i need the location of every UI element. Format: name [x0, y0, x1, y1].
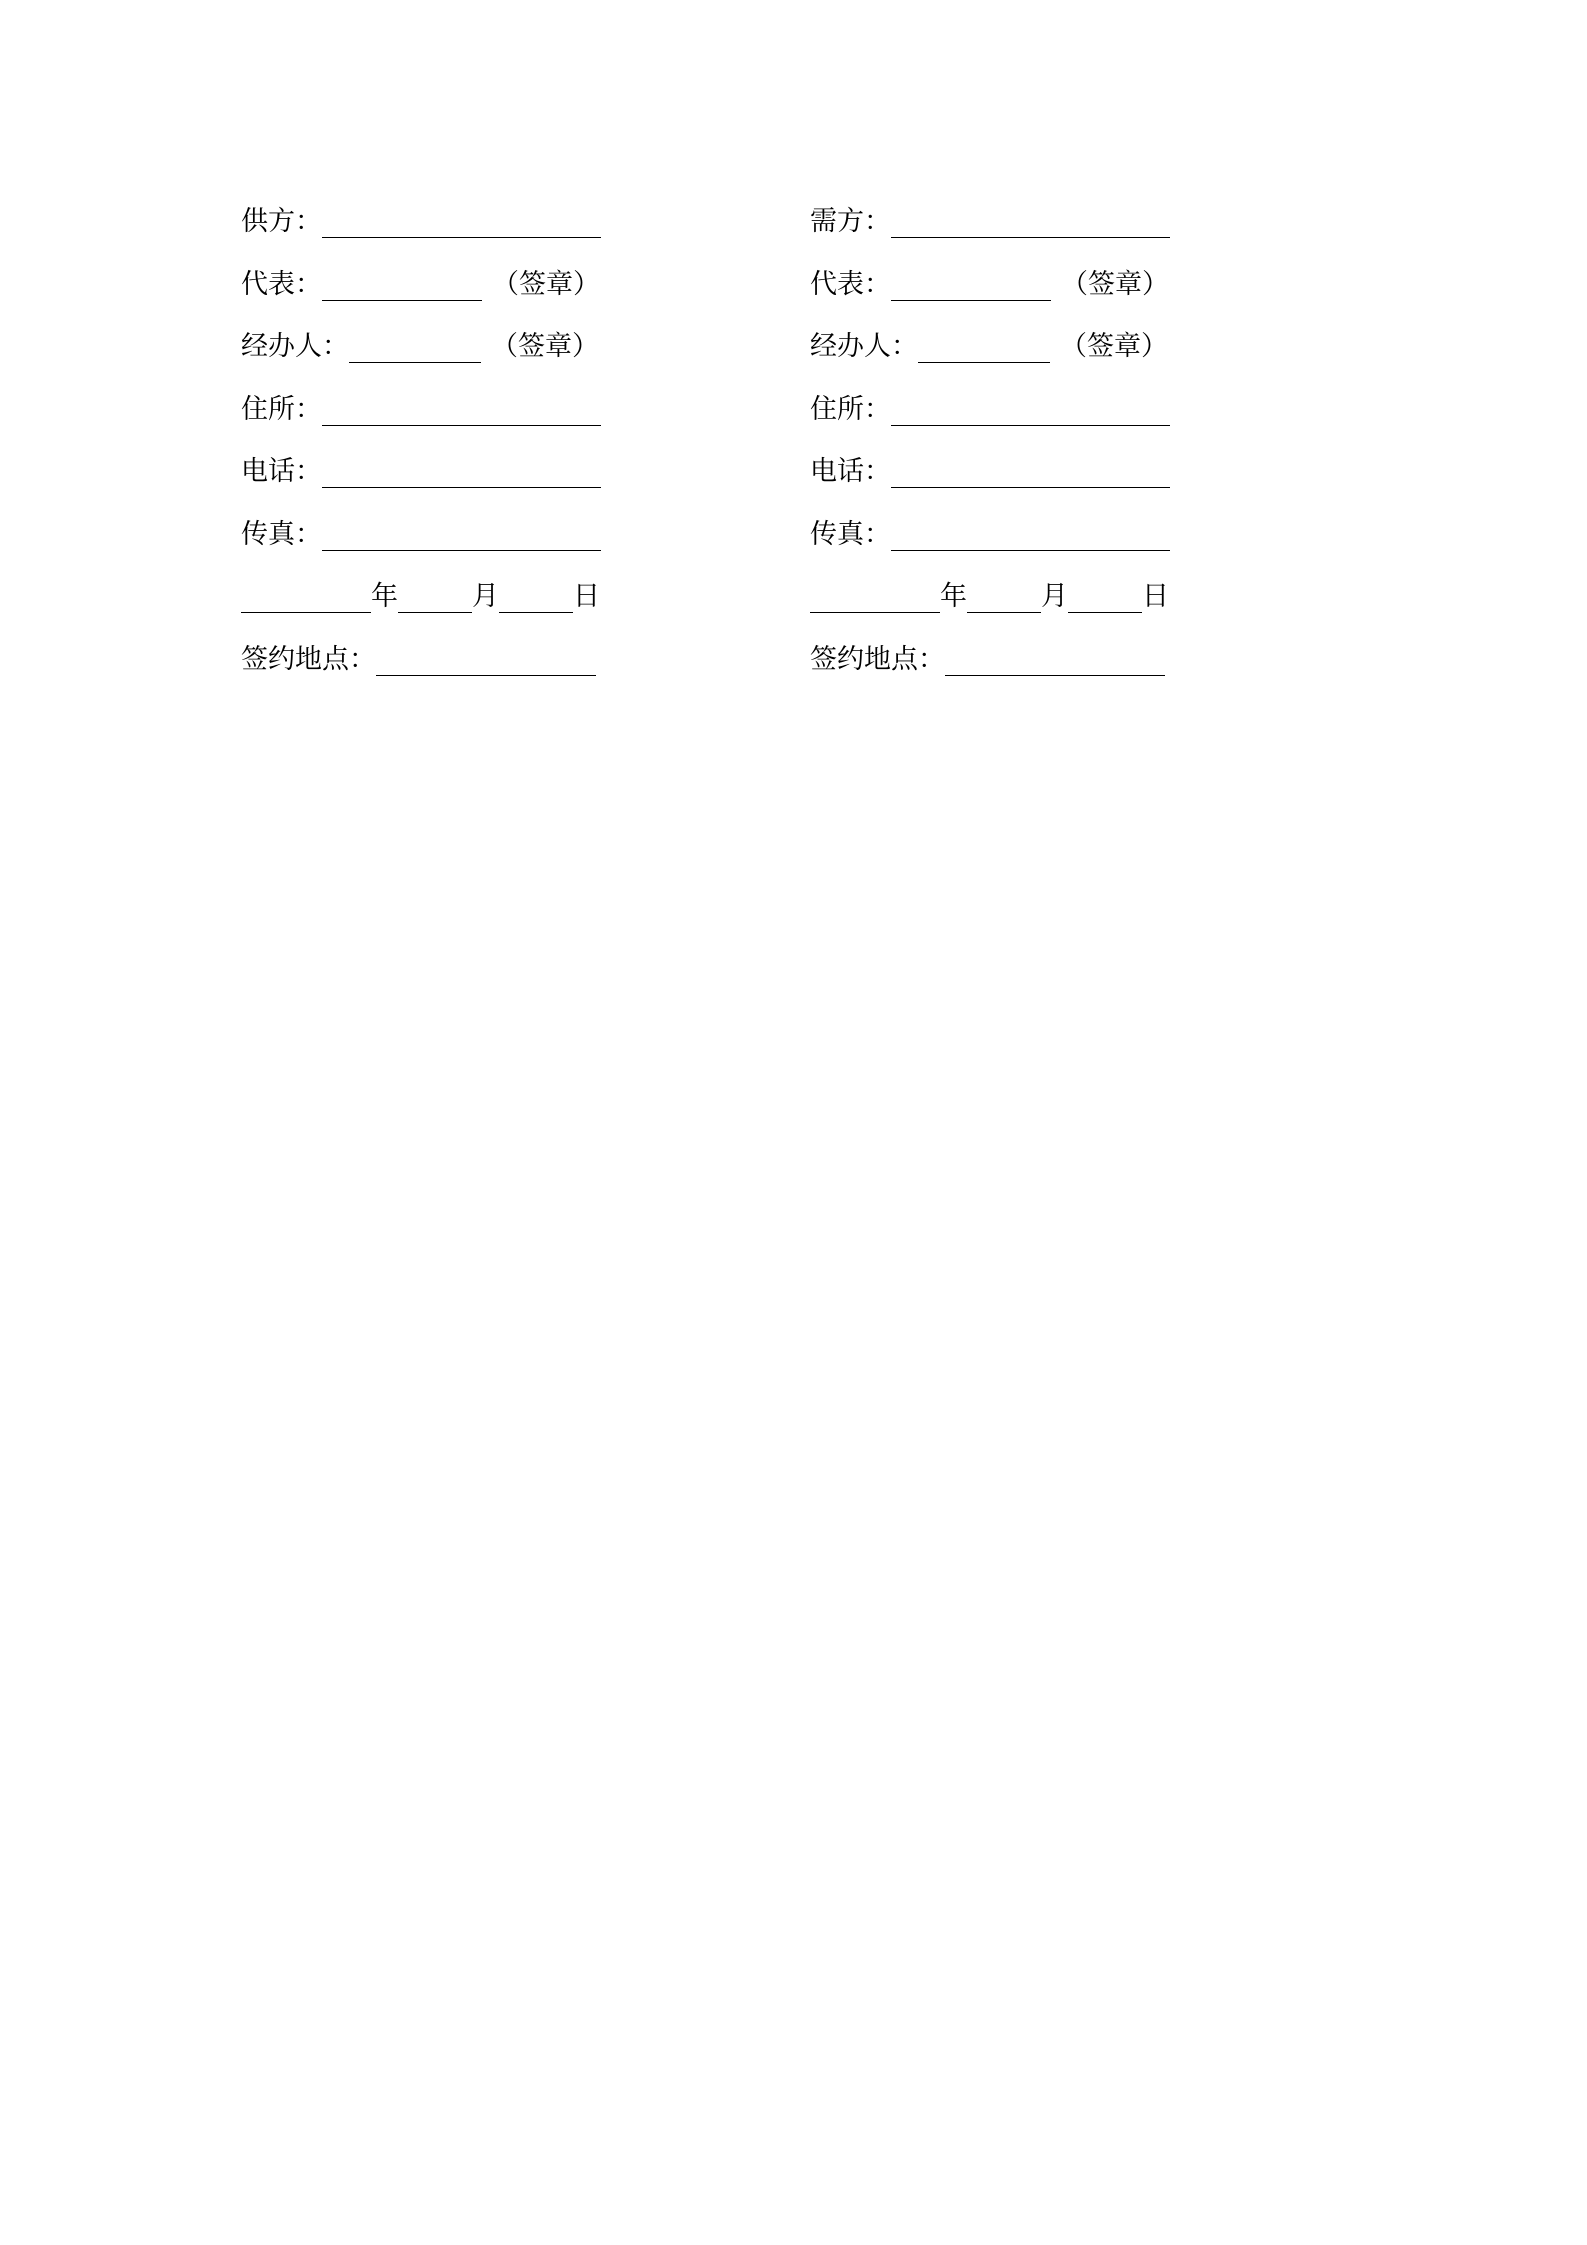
supplier-fax-label: 传真： [241, 518, 322, 550]
buyer-month-label: 月 [1041, 581, 1068, 612]
supplier-place-row [241, 636, 621, 699]
supplier-signature-block [241, 198, 621, 698]
supplier-rep-row [241, 261, 621, 324]
buyer-month-blank[interactable] [967, 574, 1041, 613]
supplier-address-label: 住所： [241, 393, 322, 425]
supplier-date-row [241, 573, 621, 636]
supplier-rep-label: 代表： [241, 268, 322, 300]
supplier-handler-blank[interactable] [349, 324, 481, 363]
buyer-day-blank[interactable] [1068, 574, 1142, 613]
supplier-place-blank[interactable] [376, 637, 596, 676]
supplier-day-label: 日 [573, 581, 600, 612]
supplier-fax-row [241, 511, 621, 574]
supplier-party-row [241, 198, 621, 261]
buyer-address-row [810, 386, 1190, 449]
buyer-party-label: 需方： [810, 206, 891, 237]
supplier-day-blank[interactable] [499, 574, 573, 613]
supplier-place-label: 签约地点： [241, 643, 376, 675]
supplier-rep-seal-label: （签章） [492, 268, 600, 300]
buyer-phone-row [810, 448, 1190, 511]
buyer-address-label: 住所： [810, 393, 891, 425]
buyer-fax-label: 传真： [810, 518, 891, 550]
buyer-phone-blank[interactable] [891, 449, 1170, 488]
buyer-handler-blank[interactable] [918, 324, 1050, 363]
supplier-phone-label: 电话： [241, 456, 322, 487]
buyer-day-label: 日 [1142, 581, 1169, 612]
buyer-place-blank[interactable] [945, 637, 1165, 676]
buyer-rep-blank[interactable] [891, 262, 1051, 301]
buyer-year-blank[interactable] [810, 574, 940, 613]
buyer-fax-blank[interactable] [891, 512, 1170, 551]
supplier-rep-blank[interactable] [322, 262, 482, 301]
supplier-handler-seal-label: （签章） [491, 331, 599, 362]
supplier-address-blank[interactable] [322, 387, 601, 426]
supplier-handler-row [241, 323, 621, 386]
buyer-handler-row [810, 323, 1190, 386]
buyer-signature-block [810, 198, 1190, 698]
supplier-fax-blank[interactable] [322, 512, 601, 551]
supplier-month-label: 月 [472, 581, 499, 612]
buyer-phone-label: 电话： [810, 456, 891, 487]
supplier-phone-row [241, 448, 621, 511]
supplier-handler-label: 经办人： [241, 331, 349, 362]
buyer-address-blank[interactable] [891, 387, 1170, 426]
buyer-party-row [810, 198, 1190, 261]
buyer-date-row [810, 573, 1190, 636]
buyer-rep-seal-label: （签章） [1061, 268, 1169, 300]
buyer-party-blank[interactable] [891, 199, 1170, 238]
supplier-party-blank[interactable] [322, 199, 601, 238]
buyer-handler-seal-label: （签章） [1060, 331, 1168, 362]
buyer-place-label: 签约地点： [810, 643, 945, 675]
supplier-year-label: 年 [371, 581, 398, 612]
supplier-month-blank[interactable] [398, 574, 472, 613]
buyer-place-row [810, 636, 1190, 699]
supplier-phone-blank[interactable] [322, 449, 601, 488]
supplier-year-blank[interactable] [241, 574, 371, 613]
buyer-rep-row [810, 261, 1190, 324]
buyer-rep-label: 代表： [810, 268, 891, 300]
buyer-year-label: 年 [940, 581, 967, 612]
supplier-party-label: 供方： [241, 206, 322, 237]
supplier-address-row [241, 386, 621, 449]
buyer-handler-label: 经办人： [810, 331, 918, 362]
buyer-fax-row [810, 511, 1190, 574]
